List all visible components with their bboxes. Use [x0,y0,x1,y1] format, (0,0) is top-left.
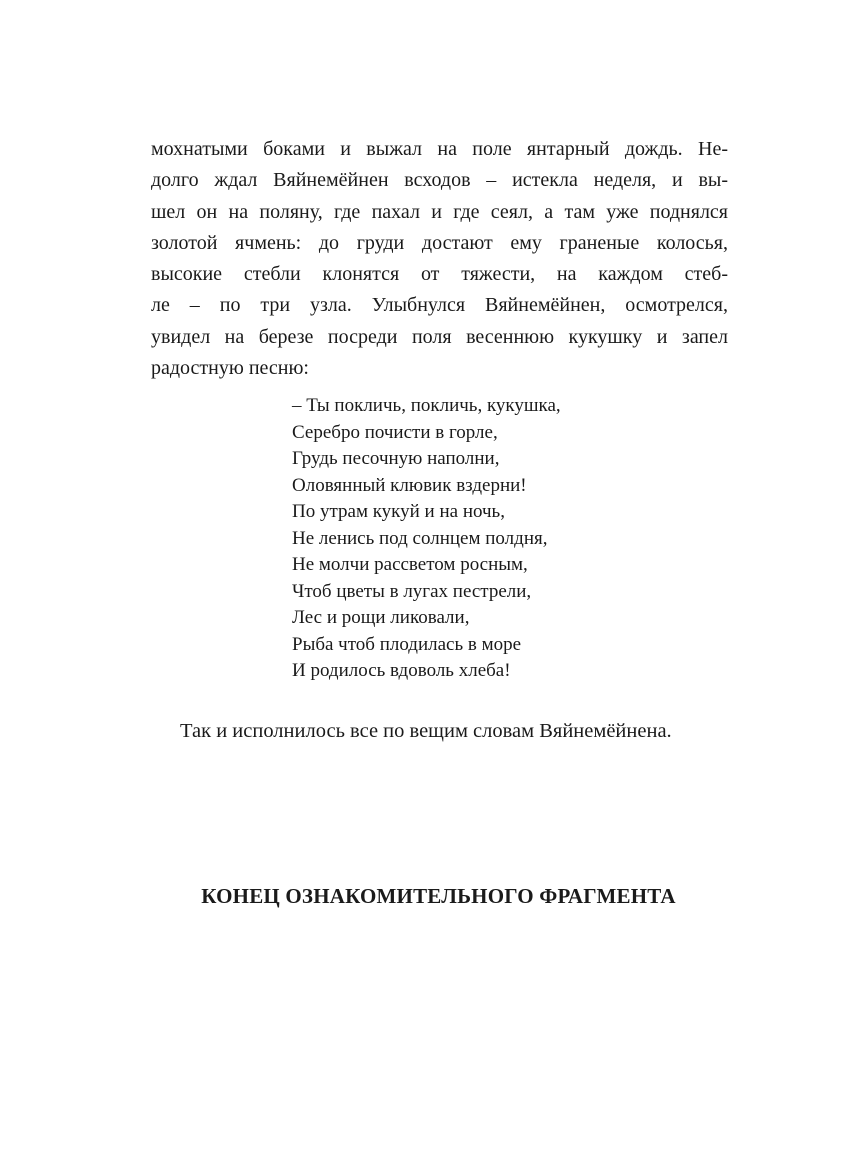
poem-line: Не ленись под солнцем полдня, [292,527,548,549]
poem-line: Серебро почисти в горле, [292,421,498,443]
poem-line: Лес и рощи ликовали, [292,607,470,628]
poem-line: – Ты покличь, покличь, кукушка, [292,395,561,416]
prose-line: высокие стебли клонятся от тяжести, на каждом стеб- [151,263,728,286]
prose-line: шел он на поляну, где пахал и где сеял, а там уже поднялся [151,200,728,223]
prose-line: радостную песню: [151,357,309,380]
conclusion-paragraph: Так и исполнилось все по вещим словам Вяйнемёйнена. [180,720,672,742]
poem-line: И родилось вдоволь хлеба! [292,660,511,681]
prose-line: увидел на березе посреди поля весеннюю кукушку и запел [151,325,728,348]
poem-line: Грудь песочную наполни, [292,448,500,469]
poem-line: Оловянный клювик вздерни! [292,474,527,496]
prose-paragraph [151,134,728,384]
poem-line: Рыба чтоб плодилась в море [292,633,522,655]
poem-line: По утрам кукуй и на ночь, [292,501,505,522]
poem-line: Чтоб цветы в лугах пестрели, [292,580,532,602]
prose-line: долго ждал Вяйнемёйнен всходов – истекла неделя, и вы- [151,169,728,192]
prose-line: золотой ячмень: до груди достают ему граненые колосья, [151,231,728,254]
poem-stanza [292,393,561,685]
prose-line: мохнатыми боками и выжал на поле янтарный дождь. Не- [151,138,728,160]
end-of-fragment-heading: КОНЕЦ ОЗНАКОМИТЕЛЬНОГО ФРАГМЕНТА [201,884,676,908]
poem-line: Не молчи рассветом росным, [292,554,528,575]
prose-line: ле – по три узла. Улыбнулся Вяйнемёйнен, осмотрелся, [151,294,728,317]
